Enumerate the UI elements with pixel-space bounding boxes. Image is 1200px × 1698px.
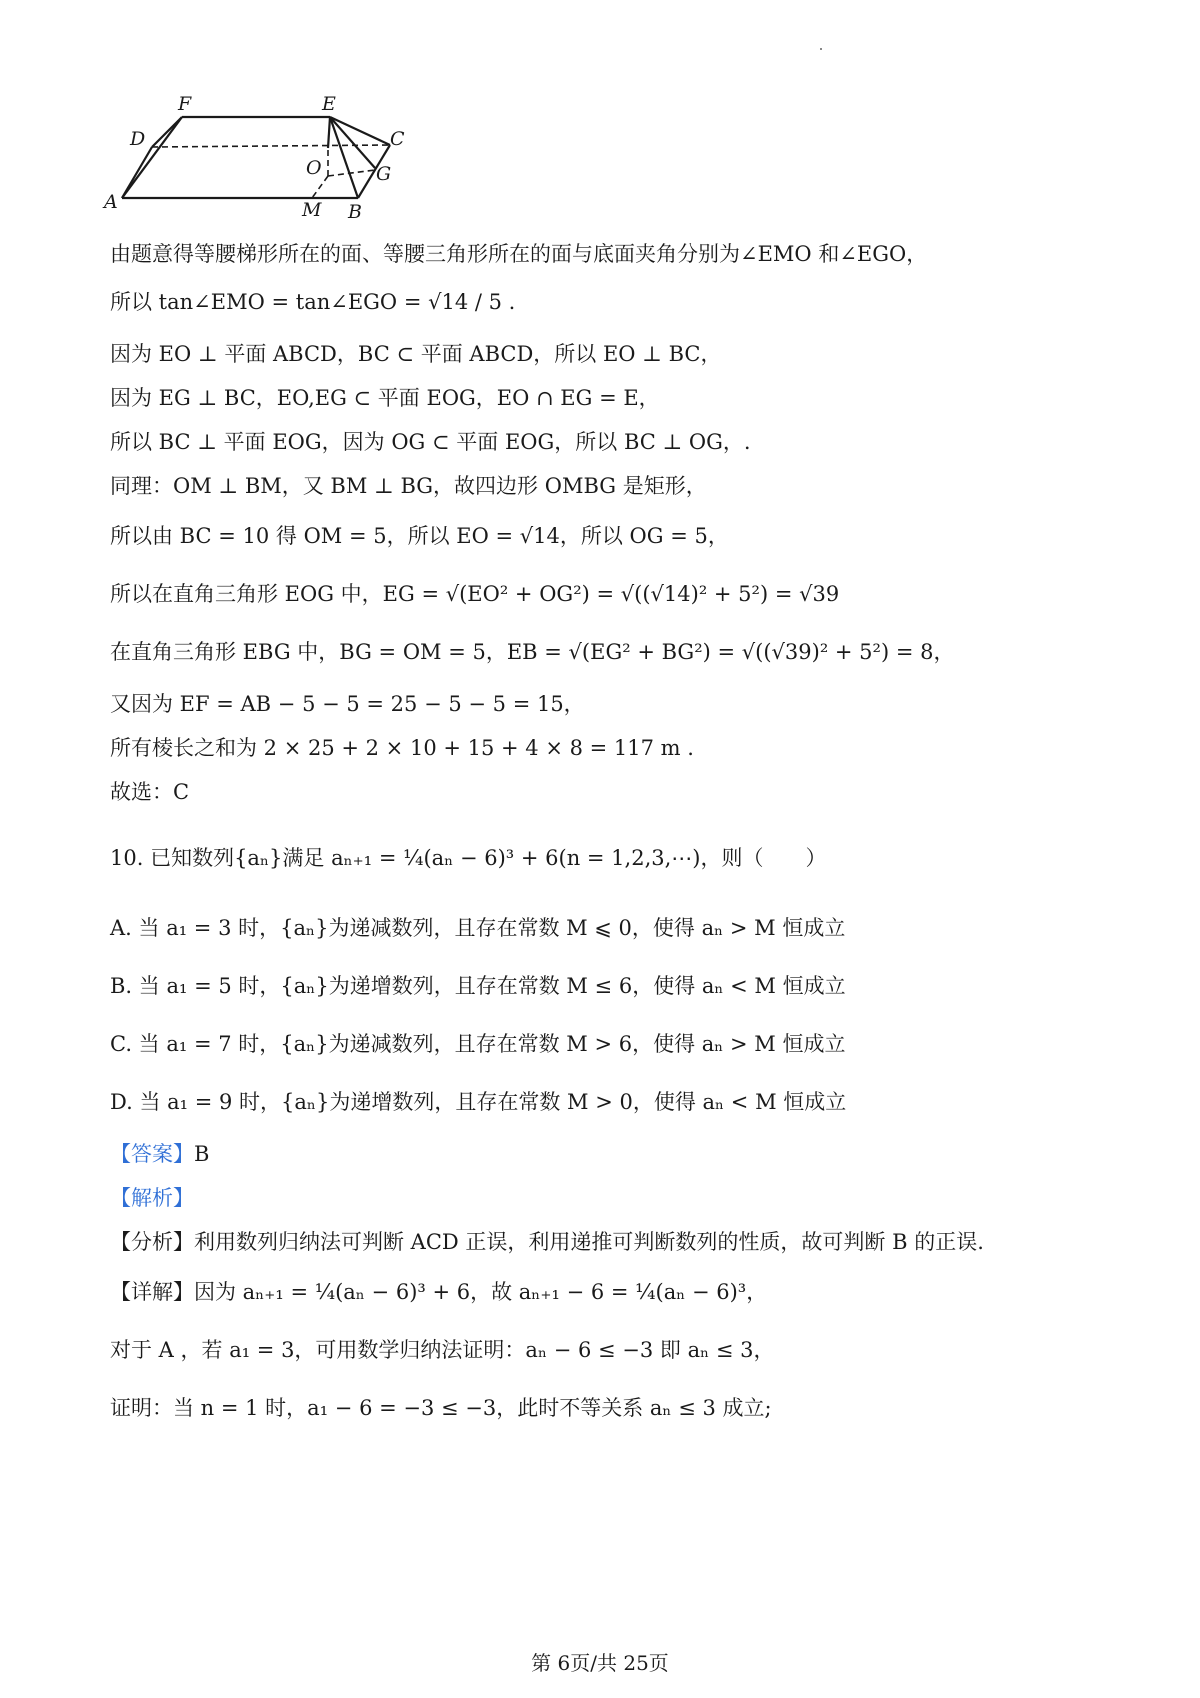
body-line-5: 所以 BC ⊥ 平面 EOG，因为 OG ⊂ 平面 EOG，所以 BC ⊥ OG，. (110, 430, 751, 454)
edge-DF (152, 117, 182, 147)
body-line-3: 因为 EO ⊥ 平面 ABCD，BC ⊂ 平面 ABCD，所以 EO ⊥ BC， (110, 342, 722, 366)
option-b: B. 当 a₁ = 5 时，{aₙ}为递增数列，且存在常数 M ≤ 6，使得 aₙ < M 恒成立 (110, 974, 846, 998)
label-F: F (178, 93, 192, 115)
option-a: A. 当 a₁ = 3 时，{aₙ}为递减数列，且存在常数 M ⩽ 0，使得 aₙ > M 恒成立 (110, 916, 846, 940)
body-line-6: 同理：OM ⊥ BM，又 BM ⊥ BG，故四边形 OMBG 是矩形， (110, 474, 707, 498)
answer-value: B (194, 1142, 210, 1166)
analysis-line-1: 【分析】利用数列归纳法可判断 ACD 正误，利用递推可判断数列的性质，故可判断 B 的正误. (110, 1230, 984, 1254)
label-A: A (104, 191, 118, 213)
label-M: M (302, 199, 322, 221)
scan-dot (820, 48, 822, 50)
body-line-1: 由题意得等腰梯形所在的面、等腰三角形所在的面与底面夹角分别为∠EMO 和∠EGO， (110, 242, 928, 266)
label-B: B (348, 201, 362, 223)
geometry-figure (100, 90, 440, 240)
answer-line (110, 1142, 209, 1167)
segment-OM-hidden (312, 176, 328, 198)
analysis-line-4: 证明：当 n = 1 时，a₁ − 6 = −3 ≤ −3，此时不等关系 aₙ ≤ 3 成立; (110, 1396, 772, 1420)
question-stem: 10. 已知数列{aₙ}满足 aₙ₊₁ = ¼(aₙ − 6)³ + 6(n = 1,2,3,⋯)，则（ ） (110, 846, 827, 870)
body-line-9: 在直角三角形 EBG 中，BG = OM = 5，EB = √(EG² + BG²) = √((√39)² + 5²) = 8， (110, 640, 955, 664)
edge-EO (328, 117, 330, 148)
answer-tag: 【答案】 (110, 1142, 194, 1166)
body-line-7: 所以由 BC = 10 得 OM = 5，所以 EO = √14，所以 OG = 5， (110, 524, 729, 548)
roof-diagram (100, 90, 440, 240)
label-C: C (390, 128, 405, 150)
label-E: E (322, 93, 336, 115)
option-d: D. 当 a₁ = 9 时，{aₙ}为递增数列，且存在常数 M > 0，使得 aₙ < M 恒成立 (110, 1090, 847, 1114)
analysis-tag: 【解析】 (110, 1186, 194, 1210)
label-O: O (306, 157, 322, 179)
label-D: D (130, 128, 146, 150)
edge-EG (330, 117, 375, 168)
body-line-8: 所以在直角三角形 EOG 中，EG = √(EO² + OG²) = √((√14)² + 5²) = √39 (110, 582, 840, 606)
page-footer: 第 6页/共 25页 (531, 1651, 669, 1675)
analysis-line-2: 【详解】因为 aₙ₊₁ = ¼(aₙ − 6)³ + 6，故 aₙ₊₁ − 6 = ¼(aₙ − 6)³， (110, 1280, 768, 1304)
body-line-11: 所有棱长之和为 2 × 25 + 2 × 10 + 15 + 4 × 8 = 117 m . (110, 736, 694, 760)
body-line-12: 故选：C (110, 780, 190, 804)
body-line-4: 因为 EG ⊥ BC，EO,EG ⊂ 平面 EOG，EO ∩ EG = E， (110, 386, 660, 410)
body-line-10: 又因为 EF = AB − 5 − 5 = 25 − 5 − 5 = 15， (110, 692, 585, 716)
edge-DC-hidden (152, 145, 390, 147)
analysis-line-3: 对于 A ，若 a₁ = 3，可用数学归纳法证明：aₙ − 6 ≤ −3 即 aₙ ≤ 3， (110, 1338, 775, 1362)
body-line-2: 所以 tan∠EMO = tan∠EGO = √14 / 5 . (110, 290, 516, 314)
option-c: C. 当 a₁ = 7 时，{aₙ}为递减数列，且存在常数 M > 6，使得 aₙ > M 恒成立 (110, 1032, 846, 1056)
analysis-header (110, 1186, 194, 1211)
label-G: G (376, 163, 392, 185)
segment-OG-hidden (328, 170, 375, 176)
